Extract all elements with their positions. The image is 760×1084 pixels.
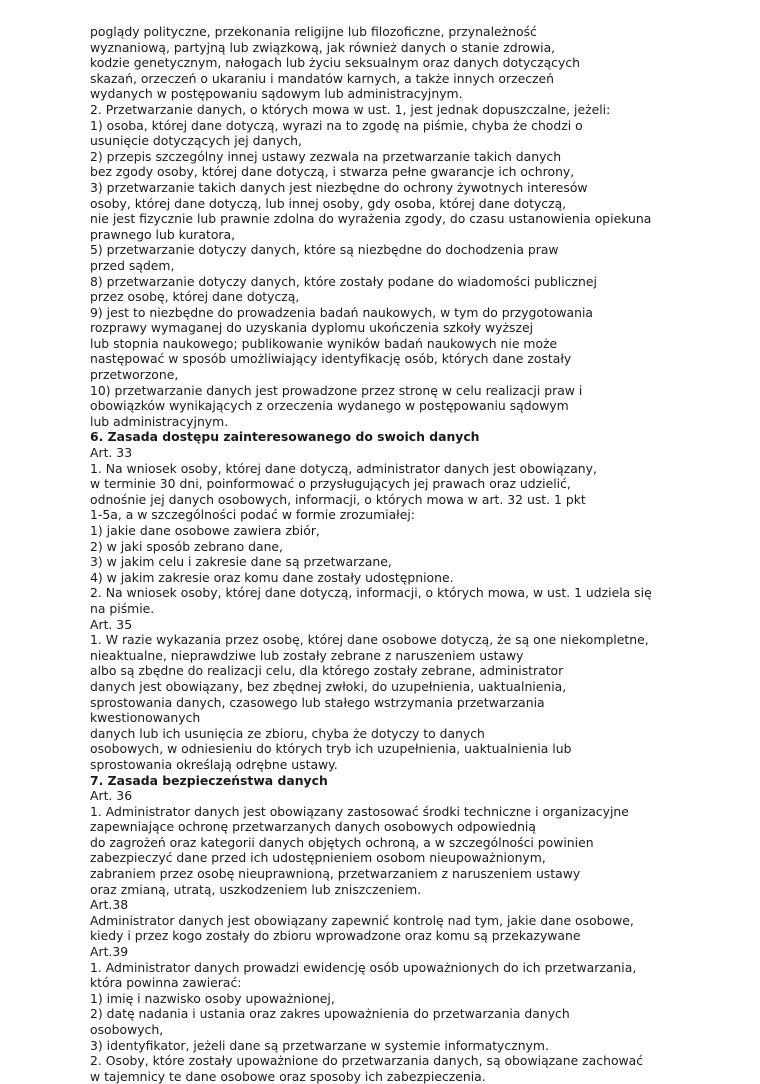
text-line: 10) przetwarzanie danych jest prowadzone przez stronę w celu realizacji praw i <box>90 382 583 398</box>
text-line: bez zgody osoby, której dane dotyczą, i stwarza pełne gwarancje ich ochrony, <box>90 164 575 180</box>
text-line: usunięcie dotyczących jej danych, <box>90 133 302 149</box>
text-line: 2. Na wniosek osoby, której dane dotyczą, informacji, o których mowa, w ust. 1 udziela się <box>90 585 652 601</box>
text-line: przez osobę, której dane dotyczą, <box>90 289 300 305</box>
text-line: Art. 35 <box>90 616 133 632</box>
text-line: na piśmie. <box>90 600 155 616</box>
text-line: 3) identyfikator, jeżeli dane są przetwarzane w systemie informatycznym. <box>90 1037 549 1053</box>
text-line: która powinna zawierać: <box>90 975 242 991</box>
text-line: 2) w jaki sposób zebrano dane, <box>90 538 283 554</box>
text-line: w tajemnicy te dane osobowe oraz sposoby ich zabezpieczenia. <box>90 1068 486 1084</box>
text-line: oraz zmianą, utratą, uszkodzeniem lub zniszczeniem. <box>90 881 422 897</box>
text-line: Art.39 <box>90 944 129 960</box>
text-line: 1. Administrator danych prowadzi ewidencję osób upoważnionych do ich przetwarzania, <box>90 959 637 975</box>
text-line: osoby, której dane dotyczą, lub innej osoby, gdy osoba, której dane dotyczą, <box>90 195 567 211</box>
text-line: 1) jakie dane osobowe zawiera zbiór, <box>90 523 320 538</box>
text-line: 9) jest to niezbędne do prowadzenia badań naukowych, w tym do przygotowania <box>90 304 594 320</box>
document-page <box>90 24 690 1084</box>
text-line: 1-5a, a w szczególności podać w formie zrozumiałej: <box>90 507 415 523</box>
text-line: przed sądem, <box>90 257 175 273</box>
text-line: albo są zbędne do realizacji celu, dla którego zostały zebrane, administrator <box>90 663 564 679</box>
text-line: poglądy polityczne, przekonania religijne lub filozoficzne, przynależność <box>90 24 537 39</box>
text-line: Art. 36 <box>90 788 133 804</box>
text-line: 1. Na wniosek osoby, której dane dotyczą, administrator danych jest obowiązany, <box>90 460 597 476</box>
text-line: 4) w jakim zakresie oraz komu dane zostały udostępnione. <box>90 569 454 585</box>
text-line: skazań, orzeczeń o ukaraniu i mandatów karnych, a także innych orzeczeń <box>90 70 554 86</box>
text-line: nieaktualne, nieprawdziwe lub zostały zebrane z naruszeniem ustawy <box>90 647 524 663</box>
text-line: 2) datę nadania i ustania oraz zakres upoważnienia do przetwarzania danych <box>90 1006 570 1022</box>
text-line: sprostowania danych, czasowego lub stałego wstrzymania przetwarzania <box>90 694 545 710</box>
text-line: 2. Osoby, które zostały upoważnione do przetwarzania danych, są obowiązane zachować <box>90 1053 644 1069</box>
text-line: rozprawy wymaganej do uzyskania dyplomu ukończenia szkoły wyższej <box>90 320 534 336</box>
text-line: kwestionowanych <box>90 710 201 726</box>
text-line: Art. 33 <box>90 445 133 461</box>
text-line: 2. Przetwarzanie danych, o których mowa w ust. 1, jest jednak dopuszczalne, jeżeli: <box>90 101 611 117</box>
text-line: 1) osoba, której dane dotyczą, wyrazi na to zgodę na piśmie, chyba że chodzi o <box>90 117 583 133</box>
text-line: zapewniające ochronę przetwarzanych danych osobowych odpowiednią <box>90 819 536 835</box>
text-line: 3) w jakim celu i zakresie dane są przetwarzane, <box>90 554 392 570</box>
text-line: osobowych, w odniesieniu do których tryb ich uzupełnienia, uaktualnienia lub <box>90 741 572 757</box>
text-line: zabraniem przez osobę nieuprawnioną, przetwarzaniem z naruszeniem ustawy <box>90 866 581 882</box>
text-line: danych jest obowiązany, bez zbędnej zwłoki, do uzupełnienia, uaktualnienia, <box>90 678 567 694</box>
text-line: zabezpieczyć dane przed ich udostępnieniem osobom nieupoważnionym, <box>90 850 546 866</box>
text-line: 1) imię i nazwisko osoby upoważnionej, <box>90 990 335 1006</box>
text-line: sprostowania określają odrębne ustawy. <box>90 756 338 772</box>
text-line: przetworzone, <box>90 367 179 383</box>
text-line: lub stopnia naukowego; publikowanie wyników badań naukowych nie może <box>90 335 558 351</box>
text-line: wydanych w postępowaniu sądowym lub administracyjnym. <box>90 86 463 102</box>
text-line: danych lub ich usunięcia ze zbioru, chyba że dotyczy to danych <box>90 725 485 741</box>
text-line: Art.38 <box>90 897 129 913</box>
text-line: 1. W razie wykazania przez osobę, której dane osobowe dotyczą, że są one niekompletne, <box>90 632 649 648</box>
text-line: prawnego lub kuratora, <box>90 226 236 242</box>
section-heading: 6. Zasada dostępu zainteresowanego do swoich danych <box>90 429 480 445</box>
text-line: w terminie 30 dni, poinformować o przysługujących jej prawach oraz udzielić, <box>90 476 571 492</box>
text-line: obowiązków wynikających z orzeczenia wydanego w postępowaniu sądowym <box>90 398 569 414</box>
text-line: następować w sposób umożliwiający identyfikację osób, których dane zostały <box>90 351 572 367</box>
text-line: 3) przetwarzanie takich danych jest niezbędne do ochrony żywotnych interesów <box>90 179 588 195</box>
text-line: do zagrożeń oraz kategorii danych objętych ochroną, a w szczególności powinien <box>90 834 594 850</box>
text-line: nie jest fizycznie lub prawnie zdolna do wyrażenia zgody, do czasu ustanowienia opiekuna <box>90 211 652 227</box>
section-heading: 7. Zasada bezpieczeństwa danych <box>90 772 328 788</box>
text-line: 1. Administrator danych jest obowiązany zastosować środki techniczne i organizacyjne <box>90 803 629 819</box>
text-line: 2) przepis szczególny innej ustawy zezwala na przetwarzanie takich danych <box>90 148 562 164</box>
text-line: kodzie genetycznym, nałogach lub życiu seksualnym oraz danych dotyczących <box>90 55 580 71</box>
text-line: wyznaniową, partyjną lub związkową, jak również danych o stanie zdrowia, <box>90 39 556 55</box>
text-line: Administrator danych jest obowiązany zapewnić kontrolę nad tym, jakie dane osobowe, <box>90 912 634 928</box>
text-line: osobowych, <box>90 1022 164 1037</box>
text-line: odnośnie jej danych osobowych, informacji, o których mowa w art. 32 ust. 1 pkt <box>90 491 586 507</box>
text-line: 5) przetwarzanie dotyczy danych, które są niezbędne do dochodzenia praw <box>90 242 559 258</box>
text-line: lub administracyjnym. <box>90 413 229 429</box>
text-line: 8) przetwarzanie dotyczy danych, które zostały podane do wiadomości publicznej <box>90 273 597 289</box>
text-line: kiedy i przez kogo zostały do zbioru wprowadzone oraz komu są przekazywane <box>90 928 581 944</box>
